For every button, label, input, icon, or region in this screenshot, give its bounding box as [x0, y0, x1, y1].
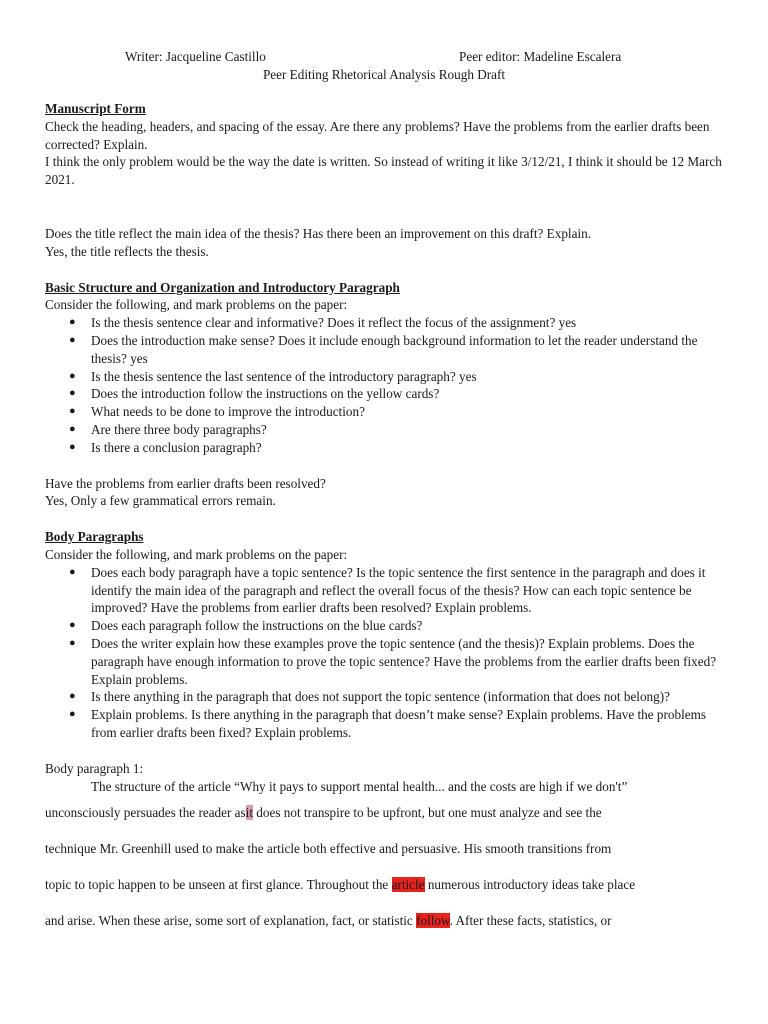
- document-body: [45, 100, 725, 939]
- list-item: ● Does each paragraph follow the instructions on the blue cards?: [69, 618, 423, 634]
- manuscript-question-1: Check the heading, headers, and spacing of the essay. Are there any problems? Have the problems from the earlier drafts been corrected? Explain.: [45, 118, 710, 152]
- bullet-icon: ●: [69, 369, 76, 382]
- list-item: ● Does the writer explain how these examples prove the topic sentence (and the thesis)? Explain problems. Does the paragraph have enough information to prove the topic sentence? Have the problems from the earlier drafts been fixed? Explain problems.: [69, 635, 717, 687]
- writer-name: Writer: Jacqueline Castillo: [125, 49, 266, 64]
- essay-line: technique Mr. Greenhill used to make the article both effective and persuasive. His smooth transitions from: [45, 841, 612, 857]
- bullet-icon: ●: [69, 422, 76, 435]
- list-item: ● Are there three body paragraphs?: [69, 421, 267, 437]
- essay-line: topic to topic happen to be unseen at first glance. Throughout the article numerous introductory ideas take place: [45, 877, 636, 893]
- body-paragraphs-heading: Body Paragraphs: [45, 529, 144, 545]
- comment-highlight[interactable]: it: [245, 805, 253, 821]
- essay-line: unconsciously persuades the reader asit does not transpire to be upfront, but one must analyze and see the: [45, 805, 602, 821]
- structure-heading: Basic Structure and Organization and Introductory Paragraph: [45, 279, 400, 295]
- document-header: [0, 48, 768, 84]
- bullet-icon: ●: [69, 405, 76, 418]
- comment-highlight[interactable]: article: [391, 877, 425, 893]
- bullet-icon: ●: [69, 387, 76, 400]
- body-intro: Consider the following, and mark problems on the paper:: [45, 546, 348, 562]
- list-item: ● Explain problems. Is there anything in the paragraph that doesn’t make sense? Explain problems. Have the problems from earlier drafts been fixed? Explain problems.: [69, 707, 707, 740]
- list-item: ● Does the introduction make sense? Does it include enough background information to let the reader understand the thesis? yes: [69, 332, 698, 366]
- essay-line: The structure of the article “Why it pays to support mental health... and the costs are high if we don't”: [91, 778, 628, 794]
- peer-editor-name: Peer editor: Madeline Escalera: [459, 49, 622, 64]
- structure-answer: Yes, Only a few grammatical errors remain.: [45, 493, 276, 509]
- structure-checklist: [45, 314, 725, 456]
- bullet-icon: ●: [69, 565, 76, 578]
- manuscript-question-2: Does the title reflect the main idea of the thesis? Has there been an improvement on this draft? Explain.: [45, 225, 591, 241]
- document-title: Peer Editing Rhetorical Analysis Rough Draft: [262, 67, 506, 82]
- body-checklist: [45, 564, 725, 742]
- manuscript-form-heading: Manuscript Form: [45, 101, 146, 116]
- header-names-row: [0, 48, 768, 66]
- manuscript-answer-1: I think the only problem would be the way the date is written. So instead of writing it like 3/12/21, I think it should be 12 March 2021.: [45, 154, 722, 188]
- list-item: ● Is the thesis sentence the last sentence of the introductory paragraph? yes: [69, 368, 477, 384]
- bullet-icon: ●: [69, 690, 76, 703]
- bullet-icon: ●: [69, 619, 76, 632]
- bullet-icon: ●: [69, 636, 76, 649]
- structure-intro: Consider the following, and mark problems on the paper:: [45, 297, 348, 313]
- structure-question: Have the problems from earlier drafts been resolved?: [45, 475, 326, 491]
- bullet-icon: ●: [69, 708, 76, 721]
- list-item: ● What needs to be done to improve the introduction?: [69, 404, 365, 420]
- manuscript-answer-2: Yes, the title reflects the thesis.: [45, 243, 209, 259]
- bullet-icon: ●: [69, 440, 76, 453]
- list-item: ● Is there anything in the paragraph that does not support the topic sentence (information that does not belong)?: [69, 689, 670, 705]
- list-item: ● Does each body paragraph have a topic sentence? Is the topic sentence the first sentence in the paragraph and does it identify the main idea of the paragraph and reflect the overall focus of the thesis? How can each topic sentence be improved? Have the problems from earlier drafts been resolved? Explain problems.: [69, 564, 706, 616]
- list-item: ● Is there a conclusion paragraph?: [69, 439, 262, 455]
- bullet-icon: ●: [69, 316, 76, 329]
- body-paragraph-label: Body paragraph 1:: [45, 760, 144, 776]
- bullet-icon: ●: [69, 333, 76, 346]
- essay-paragraph: [45, 795, 725, 939]
- essay-line: and arise. When these arise, some sort of explanation, fact, or statistic follow. After these facts, statistics, or: [45, 913, 612, 929]
- list-item: ● Does the introduction follow the instructions on the yellow cards?: [69, 386, 440, 402]
- list-item: ● Is the thesis sentence clear and informative? Does it reflect the focus of the assignment? yes: [69, 315, 577, 331]
- comment-highlight[interactable]: follow: [416, 913, 450, 929]
